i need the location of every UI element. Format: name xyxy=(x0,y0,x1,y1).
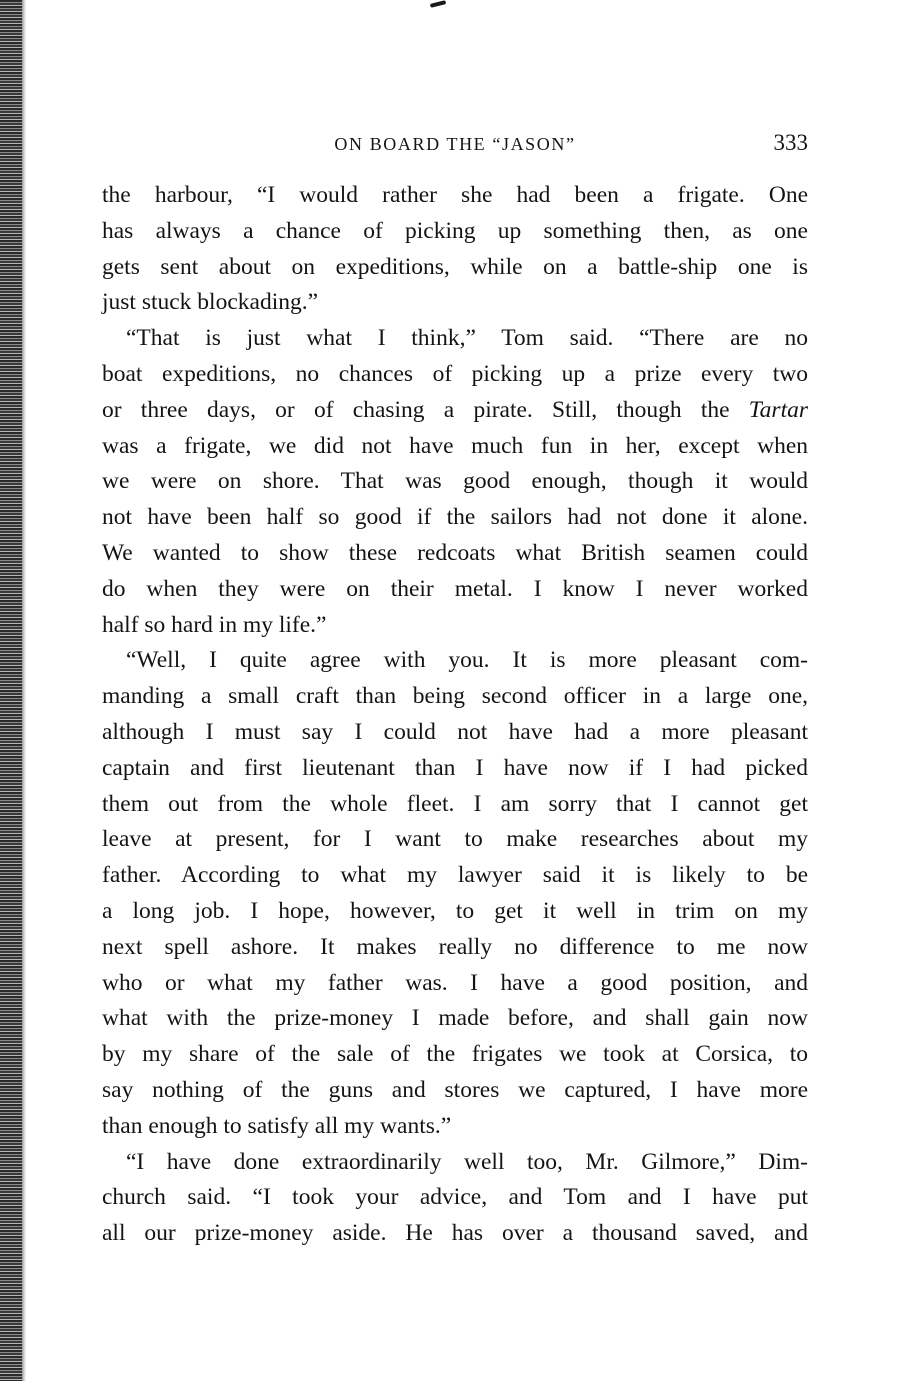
print-mark xyxy=(430,0,446,8)
text-line: father. According to what my lawyer said it is likely to be xyxy=(102,862,808,889)
page-number: 333 xyxy=(773,130,808,155)
text-line: than enough to satisfy all my wants.” xyxy=(102,1112,452,1139)
text-line: was a frigate, we did not have much fun in her, except when xyxy=(102,432,808,459)
running-title: ON BOARD THE “JASON” xyxy=(334,134,576,154)
text-line: We wanted to show these redcoats what British seamen could xyxy=(102,539,808,566)
body-text xyxy=(102,178,808,1252)
text-line: we were on shore. That was good enough, though it would xyxy=(102,468,808,495)
text-line: next spell ashore. It makes really no difference to me now xyxy=(102,933,808,960)
text-line: although I must say I could not have had a more pleasant xyxy=(102,718,808,745)
text-line: “I have done extraordinarily well too, Mr. Gilmore,” Dim- xyxy=(126,1148,808,1175)
text-line: gets sent about on expeditions, while on a battle-ship one is xyxy=(102,253,808,280)
text-line: manding a small craft than being second officer in a large one, xyxy=(102,683,808,710)
text-line: all our prize-money aside. He has over a thousand saved, and xyxy=(102,1220,808,1247)
text-line: the harbour, “I would rather she had been a frigate. One xyxy=(102,182,808,208)
text-line: “Well, I quite agree with you. It is more pleasant com- xyxy=(126,647,808,674)
running-head xyxy=(102,128,808,162)
text-line: leave at present, for I want to make researches about my xyxy=(102,826,808,853)
text-line: or three days, or of chasing a pirate. Still, though the Tartar xyxy=(102,396,808,423)
text-line: boat expeditions, no chances of picking up a prize every two xyxy=(102,360,808,387)
book-spine-edge xyxy=(0,0,22,1381)
text-line: half so hard in my life.” xyxy=(102,611,327,638)
text-line: what with the prize-money I made before, and shall gain now xyxy=(102,1005,808,1032)
text-line: by my share of the sale of the frigates we took at Corsica, to xyxy=(102,1041,808,1068)
text-line: church said. “I took your advice, and Tom and I have put xyxy=(102,1184,808,1211)
text-line: not have been half so good if the sailors had not done it alone. xyxy=(102,504,808,531)
text-line: a long job. I hope, however, to get it well in trim on my xyxy=(102,897,808,924)
text-line: captain and first lieutenant than I have now if I had picked xyxy=(102,754,808,781)
text-line: who or what my father was. I have a good position, and xyxy=(102,969,808,996)
text-line: say nothing of the guns and stores we captured, I have more xyxy=(102,1076,808,1103)
text-line: just stuck blockading.” xyxy=(102,289,319,316)
text-line: “That is just what I think,” Tom said. “There are no xyxy=(126,325,808,352)
text-line: do when they were on their metal. I know I never worked xyxy=(102,575,808,602)
text-line: them out from the whole fleet. I am sorry that I cannot get xyxy=(102,790,808,817)
text-line: has always a chance of picking up something then, as one xyxy=(102,217,808,244)
